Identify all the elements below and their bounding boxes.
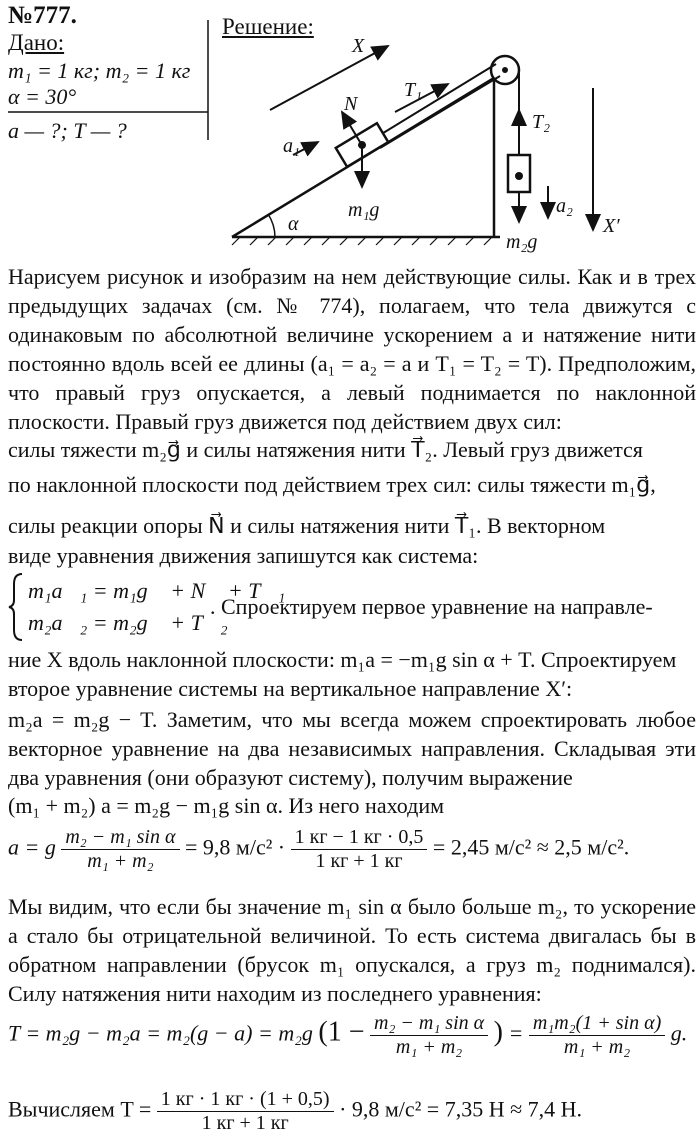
label-acc2: a₂ xyxy=(556,195,573,217)
given-angle: α = 30° xyxy=(8,84,77,109)
formula-t-numerator: m₂ − m₁ sin α xyxy=(370,1012,488,1036)
formula-a-mid: = 9,8 м/с² · xyxy=(185,834,286,860)
formula-a-denominator: m₁ + m₂ xyxy=(87,850,154,872)
string-incline-2 xyxy=(380,76,500,148)
formula-calculation xyxy=(8,1088,582,1135)
label-tension2: T₂ xyxy=(532,111,551,133)
formula-t-fraction-2 xyxy=(529,1012,665,1059)
calc-numerator: 1 кг · 1 кг · (1 + 0,5) xyxy=(157,1088,334,1112)
ground-hatch xyxy=(232,237,500,245)
label-weight2: m₂g xyxy=(506,231,538,253)
paragraph-sum: (m₁ + m₂) a = m₂g − m₁g sin α. Из него находим xyxy=(8,793,445,818)
system-brace xyxy=(8,572,28,642)
paragraph-forces-right: силы тяжести m₂g⃗ и силы натяжения нити T⃗₂. Левый груз движется xyxy=(8,437,643,462)
formula-a-left: a = g xyxy=(8,834,56,860)
formula-t-denominator: m₁ + m₂ xyxy=(395,1036,463,1058)
calc-right: · 9,8 м/с² = 7,35 Н ≈ 7,4 Н. xyxy=(339,1096,583,1122)
label-acc1: a₁ xyxy=(283,135,300,157)
formula-t-paren-close: ) xyxy=(493,1016,503,1048)
formula-t-numerator-2: m₁m₂(1 + sin α) xyxy=(529,1012,665,1036)
label-axis-x-prime: X′ xyxy=(603,215,620,237)
formula-a-fraction xyxy=(61,826,179,873)
paragraph-forces-left: по наклонной плоскости под действием трех сил: силы тяжести m₁g⃗, xyxy=(8,472,656,497)
formula-a-numerator-2: 1 кг − 1 кг · 0,5 xyxy=(291,826,428,850)
angle-arc xyxy=(268,214,275,237)
given-heading: Дано: xyxy=(8,30,65,55)
calc-denominator: 1 кг + 1 кг xyxy=(201,1112,289,1134)
label-tension1: T₁ xyxy=(404,79,423,101)
formula-a-fraction-2 xyxy=(291,826,428,873)
find-line: a — ?; T — ? xyxy=(8,118,127,143)
paragraph-system-intro: виде уравнения движения запишутся как система: xyxy=(8,543,479,568)
formula-a-numerator: m₂ − m₁ sin α xyxy=(61,826,179,850)
system-eq1: m₁a⃗₁ = m₁g⃗ + N⃗ + T⃗₁ xyxy=(28,578,286,603)
axis-x-arrow xyxy=(270,46,388,110)
label-angle: α xyxy=(288,213,299,235)
formula-a-denominator-2: 1 кг + 1 кг xyxy=(315,850,403,872)
label-axis-x: X xyxy=(352,35,365,57)
formula-a-result: = 2,45 м/с² ≈ 2,5 м/с². xyxy=(432,834,630,860)
solution-heading: Решение: xyxy=(222,14,314,39)
formula-t-denominator-2: m₁ + m₂ xyxy=(563,1036,631,1058)
calc-fraction xyxy=(157,1088,334,1135)
system-after: . Спроектируем первое уравнение на направле- xyxy=(210,594,653,619)
given-masses: m₁ = 1 кг; m₂ = 1 кг xyxy=(8,58,191,83)
string-incline xyxy=(375,64,496,138)
label-weight1: m₁g xyxy=(348,199,380,221)
paragraph-remark: m₂a = m₂g − T. Заметим, что мы всегда можем спроектировать любое векторное уравнение на два независимых направления. Складывая эти два уравнения (они образуют систему), получим выражение xyxy=(8,707,696,790)
formula-t-g: g. xyxy=(670,1020,688,1046)
paragraph-forces-left-2: силы реакции опоры N⃗ и силы натяжения нити T⃗₁. В векторном xyxy=(8,513,606,538)
formula-t-fraction xyxy=(370,1012,488,1059)
formula-t-left: T = m₂g − m₂a = m₂(g − a) = m₂g xyxy=(8,1020,313,1046)
incline-diagram xyxy=(0,0,700,260)
formula-acceleration xyxy=(8,826,629,873)
formula-t-paren-open: (1 − xyxy=(318,1016,365,1048)
paragraph-intro: Нарисуем рисунок и изобразим на нем действующие силы. Как и в трех предыдущих задачах (см. № 774), полагаем, что тела движутся с одинаковым по абсолютной величине ускорением a и натяжение нити постоянно вдоль всей ее длины (a₁ = a₂ = a и T₁ = T₂ = T). Предположим, что правый груз опускается, а левый поднимается по наклонной плоскости. Правый груз движется под действием двух сил: xyxy=(8,264,696,434)
formula-tension xyxy=(8,1012,687,1059)
paragraph-discussion: Мы видим, что если бы значение m₁ sin α было больше m₂, то ускорение a стало бы отрицательной величиной. То есть система двигалась бы в обратном направлении (брусок m₁ опускался, а груз m₂ поднимался). Силу натяжения нити находим из последнего уравнения: xyxy=(8,894,696,1006)
paragraph-projection-x: ние X вдоль наклонной плоскости: m₁a = −m₁g sin α + T. Спроектируем xyxy=(8,647,677,672)
label-normal: N xyxy=(344,93,358,115)
problem-number: №777. xyxy=(8,2,77,29)
formula-t-equals: = xyxy=(508,1020,524,1046)
paragraph-projection-xprime: второе уравнение системы на вертикальное направление X′: xyxy=(8,676,573,701)
calc-left: Вычисляем T = xyxy=(8,1096,152,1122)
system-eq2: m₂a⃗₂ = m₂g⃗ + T⃗₂ xyxy=(28,610,228,635)
